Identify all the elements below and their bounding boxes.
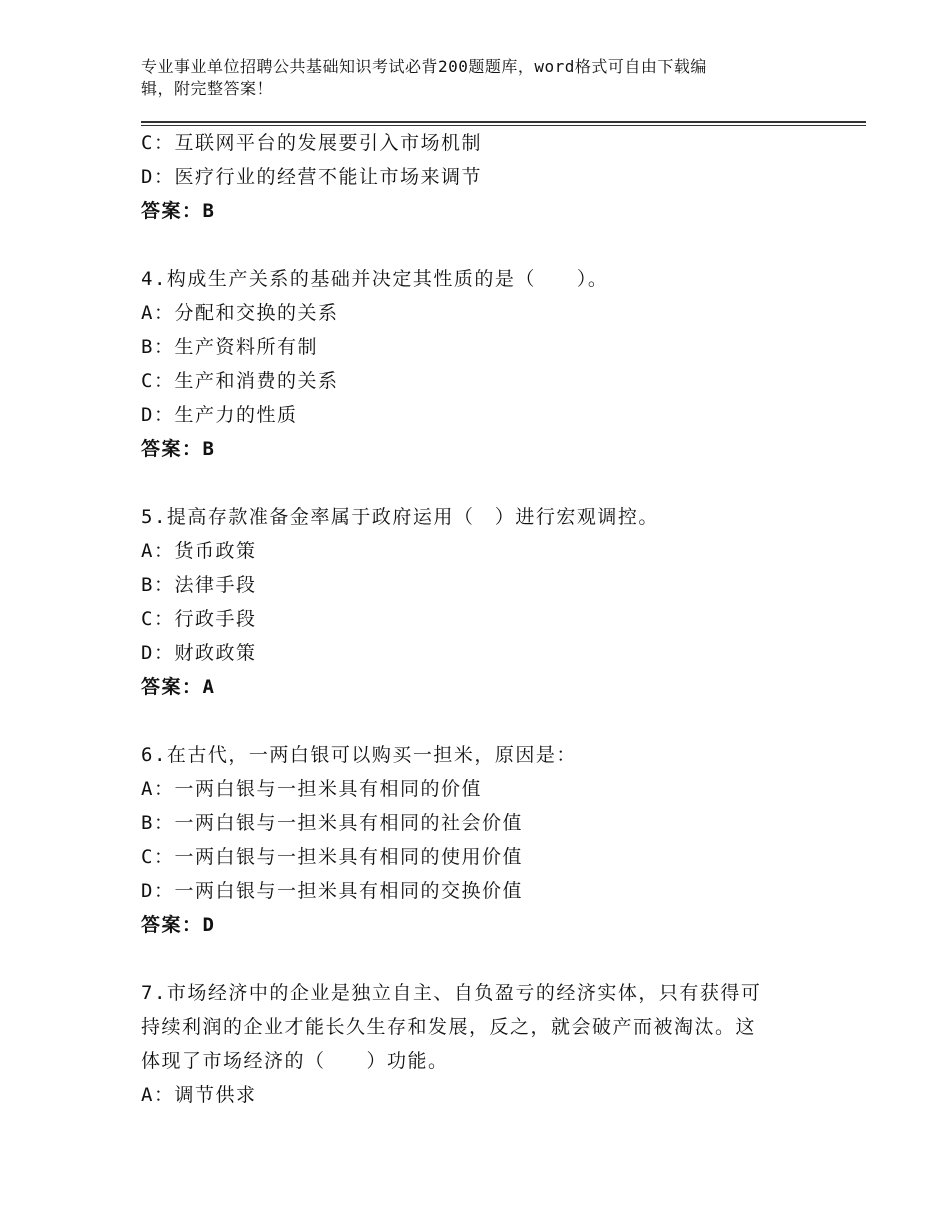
- q4-option-c: C：生产和消费的关系: [141, 370, 339, 392]
- q4-option-a: A：分配和交换的关系: [141, 302, 339, 324]
- spacer: [141, 942, 841, 976]
- q5-option-b: B：法律手段: [141, 574, 257, 596]
- q5-option-a: A：货币政策: [141, 540, 257, 562]
- q3-answer: 答案：B: [141, 200, 216, 222]
- q3-option-c: C：互联网平台的发展要引入市场机制: [141, 132, 482, 154]
- header-rule-thick: [141, 121, 866, 123]
- question-list: [141, 126, 841, 1112]
- q5-answer: 答案：A: [141, 676, 216, 698]
- q6-option-b: B：一两白银与一担米具有相同的社会价值: [141, 812, 523, 834]
- question-6: [141, 738, 841, 942]
- q3-option-d: D：医疗行业的经营不能让市场来调节: [141, 166, 482, 188]
- question-3: [141, 126, 841, 228]
- spacer: [141, 704, 841, 738]
- q6-option-a: A：一两白银与一担米具有相同的价值: [141, 778, 482, 800]
- q7-question-line-3: 体现了市场经济的（ ）功能。: [141, 1050, 449, 1072]
- q5-option-d: D：财政政策: [141, 642, 257, 664]
- q4-option-b: B：生产资料所有制: [141, 336, 318, 358]
- question-4: [141, 262, 841, 466]
- q4-answer: 答案：B: [141, 438, 216, 460]
- header-line-2: 辑，附完整答案！: [141, 79, 274, 98]
- q6-option-c: C：一两白银与一担米具有相同的使用价值: [141, 846, 523, 868]
- q5-question: 5.提高存款准备金率属于政府运用（ ）进行宏观调控。: [141, 506, 659, 528]
- q6-option-d: D：一两白银与一担米具有相同的交换价值: [141, 880, 523, 902]
- header-line-1: 专业事业单位招聘公共基础知识考试必背200题题库，word格式可自由下载编: [141, 57, 707, 76]
- q4-option-d: D：生产力的性质: [141, 404, 298, 426]
- spacer: [141, 466, 841, 500]
- q7-option-a: A：调节供求: [141, 1084, 257, 1106]
- document-header: [141, 56, 821, 100]
- q5-option-c: C：行政手段: [141, 608, 257, 630]
- q6-question: 6.在古代，一两白银可以购买一担米，原因是：: [141, 744, 577, 766]
- q7-question-line-2: 持续利润的企业才能长久生存和发展，反之，就会破产而被淘汰。这: [141, 1016, 757, 1038]
- question-7: [141, 976, 841, 1112]
- q6-answer: 答案：D: [141, 914, 216, 936]
- q4-question: 4.构成生产关系的基础并决定其性质的是（ ）。: [141, 268, 609, 290]
- q7-question-line-1: 7.市场经济中的企业是独立自主、自负盈亏的经济实体，只有获得可: [141, 982, 762, 1004]
- spacer: [141, 228, 841, 262]
- question-5: [141, 500, 841, 704]
